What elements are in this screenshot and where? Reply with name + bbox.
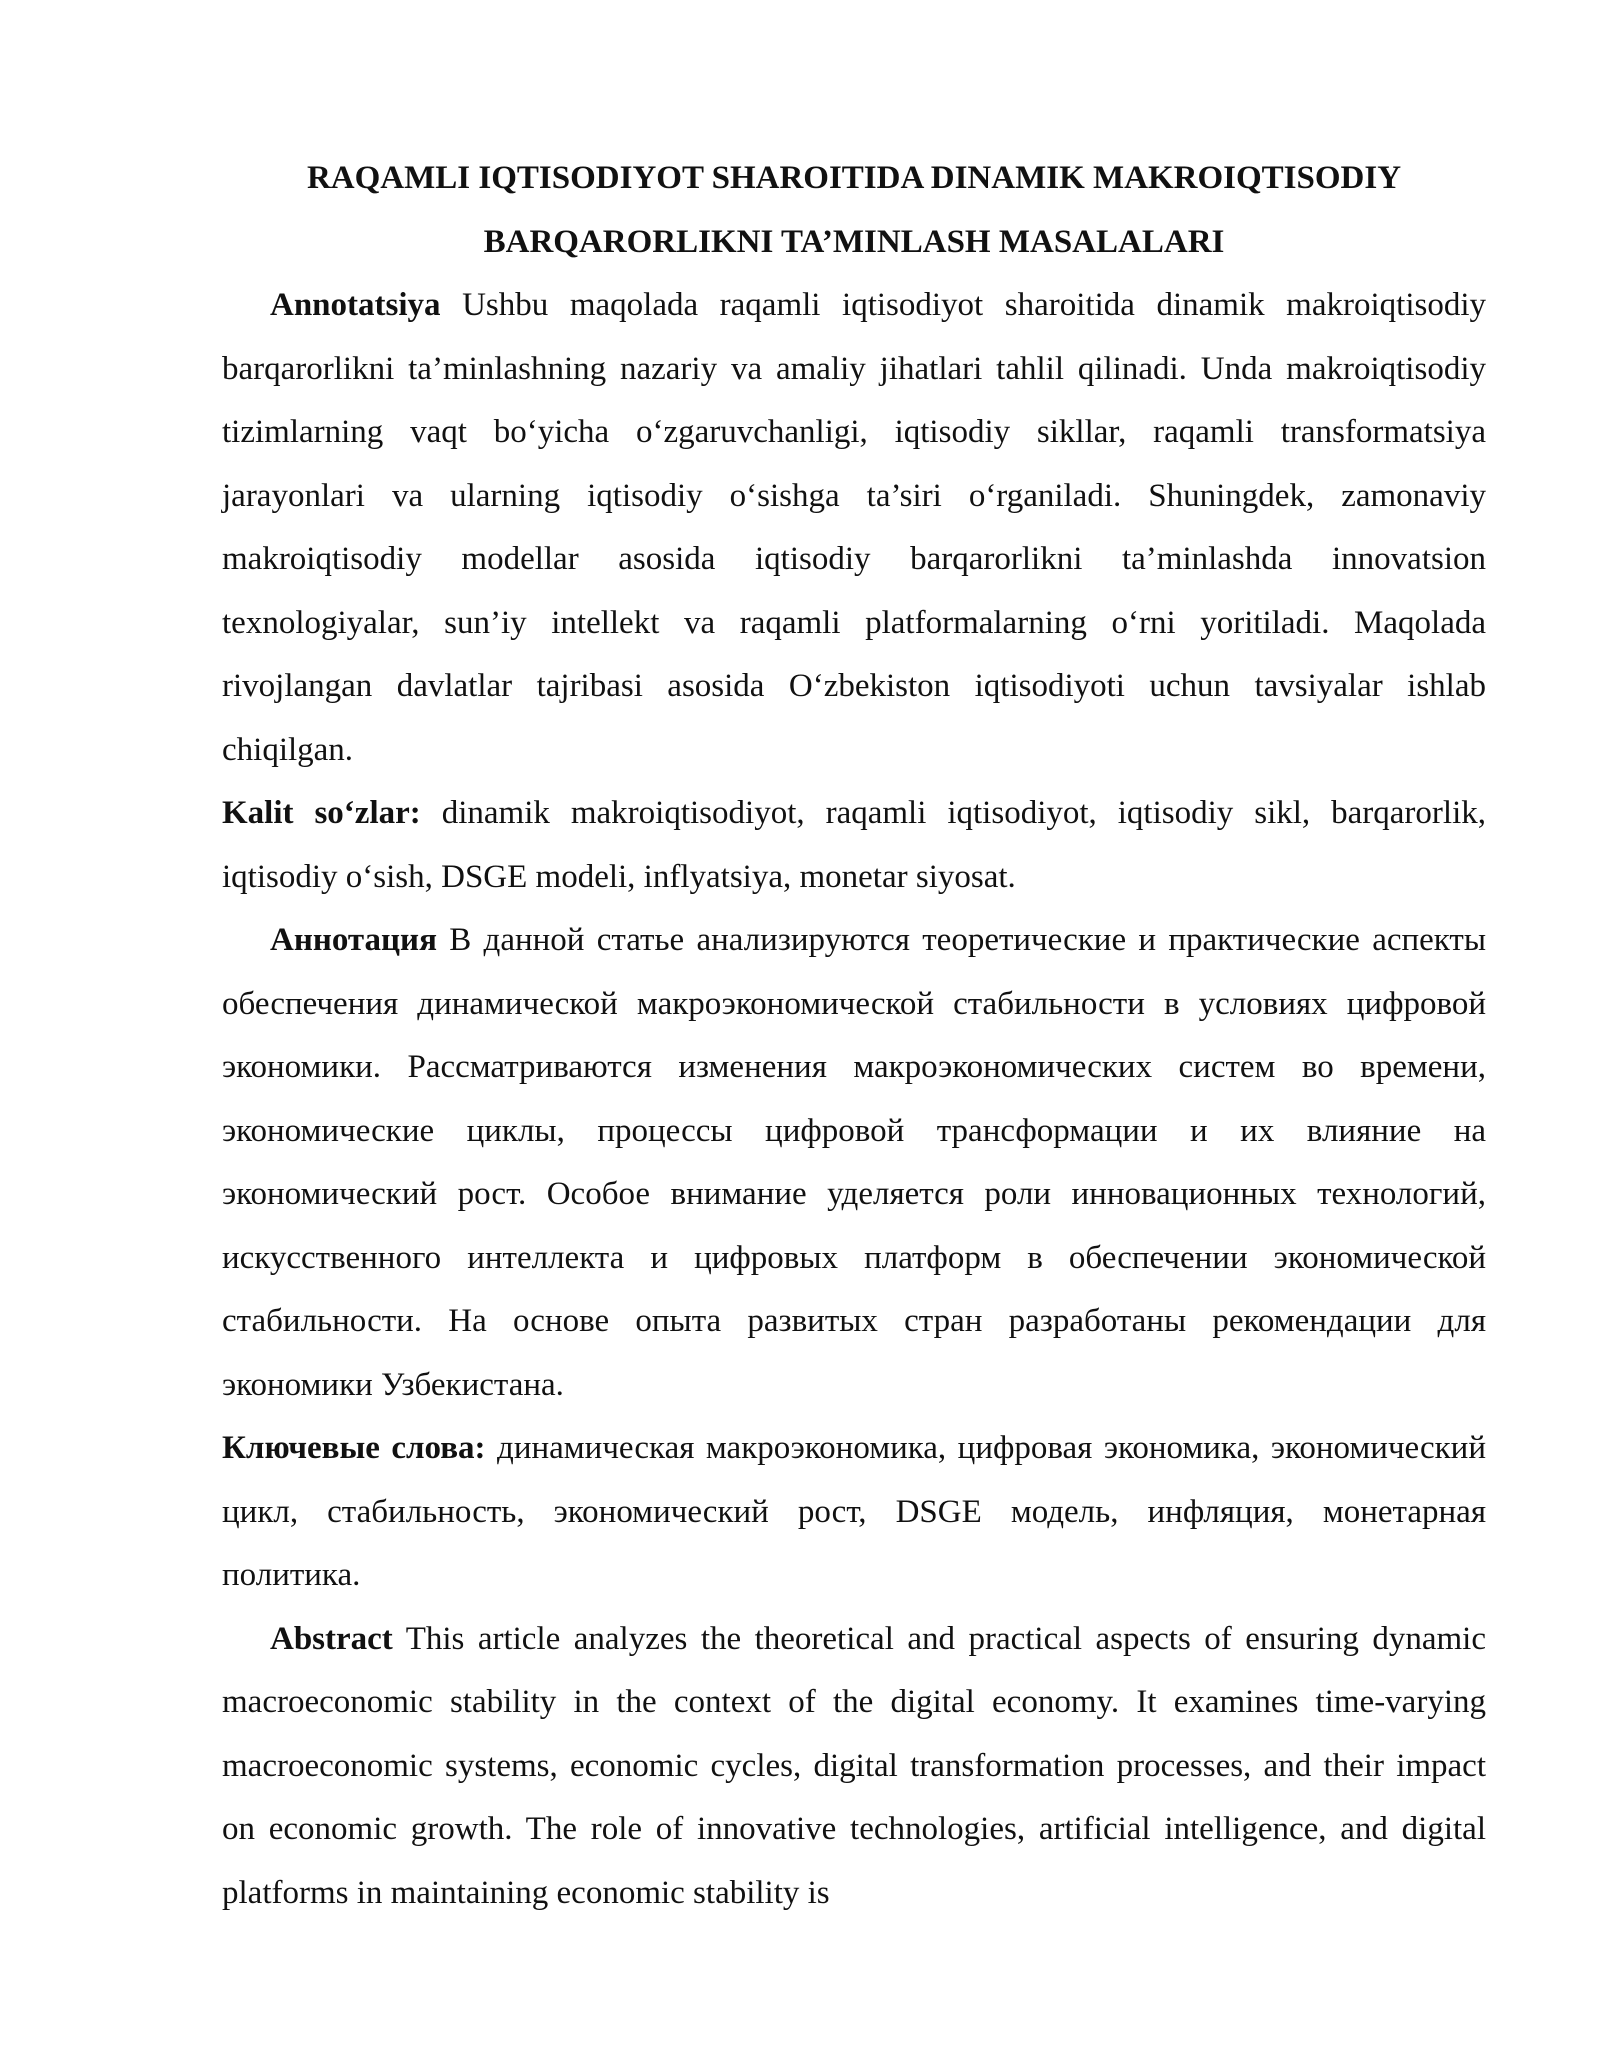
en-abstract (222, 1608, 1486, 1926)
uz-keywords-label: Kalit so‘zlar: (222, 795, 421, 831)
ru-annotation-label: Аннотация (270, 922, 437, 958)
ru-keywords (222, 1417, 1486, 1608)
uz-annotation-label: Annotatsiya (270, 287, 441, 323)
ru-annotation (222, 909, 1486, 1417)
en-abstract-label: Abstract (270, 1620, 393, 1657)
uz-annotation (222, 274, 1486, 782)
en-abstract-text: This article analyzes the theoretical and practical aspects of ensuring dynamic macroeconomic stability in the context of the digital economy. It examines time-varying macroeconomic systems, economic cycles, digital transformation processes, and their impact on economic growth. The role of innovative technologies, artificial intelligence, and digital platforms in maintaining economic stability is (222, 1620, 1486, 1911)
ru-keywords-text: динамическая макроэкономика, цифровая экономика, экономический цикл, стабильность, экономический рост, DSGE модель, инфляция, монетарная политика. (222, 1430, 1487, 1593)
uz-keywords-text: dinamik makroiqtisodiyot, raqamli iqtisodiyot, iqtisodiy sikl, barqarorlik, iqtisodiy o‘sish, DSGE modeli, inflyatsiya, monetar siyosat. (222, 795, 1486, 895)
paper-title-line-2: BARQARORLIKNI TA’MINLASH MASALALARI (483, 224, 1225, 260)
ru-annotation-text: В данной статье анализируются теоретические и практические аспекты обеспечения динамической макроэкономической стабильности в условиях цифровой экономики. Рассматриваются изменения макроэкономических систем во времени, экономические циклы, процессы цифровой трансформации и их влияние на экономический рост. Особое внимание уделяется роли инновационных технологий, искусственного интеллекта и цифровых платформ в обеспечении экономической стабильности. На основе опыта развитых стран разработаны рекомендации для экономики Узбекистана. (222, 922, 1486, 1403)
uz-annotation-text: Ushbu maqolada raqamli iqtisodiyot sharoitida dinamik makroiqtisodiy barqarorlikni ta’minlashning nazariy va amaliy jihatlari tahlil qilinadi. Unda makroiqtisodiy tizimlarning vaqt bo‘yicha o‘zgaruvchanligi, iqtisodiy sikllar, raqamli transformatsiya jarayonlari va ularning iqtisodiy o‘sishga ta’siri o‘rganiladi. Shuningdek, zamonaviy makroiqtisodiy modellar asosida iqtisodiy barqarorlikni ta’minlashda innovatsion texnologiyalar, sun’iy intellekt va raqamli platformalarning o‘rni yoritiladi. Maqolada rivojlangan davlatlar tajribasi asosida O‘zbekiston iqtisodiyoti uchun tavsiyalar ishlab chiqilgan. (222, 287, 1486, 768)
ru-keywords-label: Ключевые слова: (222, 1430, 486, 1466)
paper-title (222, 146, 1486, 274)
uz-keywords (222, 782, 1486, 909)
paper-title-line-1: RAQAMLI IQTISODIYOT SHAROITIDA DINAMIK MAKROIQTISODIY (306, 160, 1402, 196)
document-page (222, 146, 1486, 1925)
